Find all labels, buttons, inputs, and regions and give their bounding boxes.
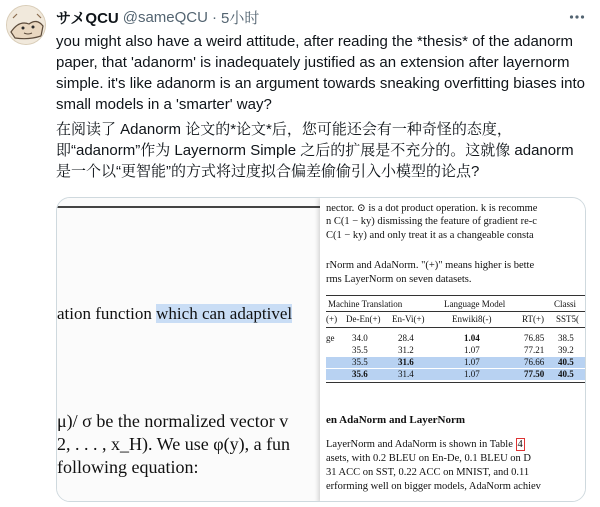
- table-rule: [326, 327, 586, 328]
- table-row-highlighted: [326, 369, 586, 380]
- table-group-header: Classi: [554, 299, 577, 309]
- paper-line: nector. ⊙ is a dot product operation. k is recomme: [326, 203, 538, 214]
- paper-line: [326, 439, 525, 450]
- table-cell: 35.6: [352, 369, 368, 379]
- tweet-header: [56, 6, 592, 28]
- table-cell: 39.2: [558, 345, 574, 355]
- table-rule: [326, 295, 586, 296]
- table-cell: 40.5: [558, 357, 574, 367]
- table-rule: [326, 382, 586, 383]
- table-cell: 31.2: [398, 345, 414, 355]
- table-col-header: Enwiki8(-): [452, 314, 492, 324]
- paper-crop-right: [320, 198, 586, 502]
- table-col-header: En-Vi(+): [392, 314, 425, 324]
- tweet-text-english: you might also have a weird attitude, after reading the *thesis* of the adanorm paper, that 'adanorm' is inadequately justified as an extension after layernorm simple. it's like adanorm is an argument towards sneaking overfitting biases into small models in a 'smarter' way?: [56, 33, 585, 113]
- table-rule: [326, 311, 586, 312]
- avatar[interactable]: [6, 5, 46, 45]
- table-cell: 31.6: [398, 357, 414, 367]
- table-cell: 76.66: [524, 357, 545, 367]
- table-cell: 1.07: [464, 369, 480, 379]
- paper-line: 31 ACC on SST, 0.22 ACC on MNIST, and 0.11: [326, 467, 530, 478]
- highlighted-text: which can adaptivel: [156, 304, 293, 323]
- table-caption: rms LayerNorm on seven datasets.: [326, 274, 472, 285]
- table-group-header: Machine Translation: [328, 299, 403, 309]
- paper-line: [57, 304, 292, 324]
- paper-text: LayerNorm and AdaNorm is shown in Table: [326, 439, 516, 450]
- table-cell: ge: [326, 333, 335, 343]
- table-col-header: De-En(+): [346, 314, 381, 324]
- table-cell: 1.07: [464, 345, 480, 355]
- table-row-highlighted: [326, 357, 586, 368]
- table-col-header: SST5(: [556, 314, 580, 324]
- paper-line: C(1 − ky) and only treat it as a changeable consta: [326, 230, 534, 241]
- table-row: [326, 345, 586, 356]
- table-row: [326, 333, 586, 344]
- table-cell: 1.04: [464, 333, 480, 343]
- avatar-drawing-icon: [7, 6, 46, 45]
- table-cell: 38.5: [558, 333, 574, 343]
- paper-line: erforming well on bigger models, AdaNorm achiev: [326, 481, 541, 492]
- timestamp[interactable]: 5小时: [220, 9, 260, 27]
- paper-line: following equation:: [57, 457, 199, 477]
- table-cell: 31.4: [398, 369, 414, 379]
- table-cell: 35.5: [352, 345, 368, 355]
- separator-dot: ·: [211, 8, 217, 26]
- paper-crop-left: [57, 198, 329, 502]
- table-caption: rNorm and AdaNorm. "(+)" means higher is bette: [326, 260, 535, 271]
- table-reference: 4: [517, 439, 523, 450]
- user-handle[interactable]: @sameQCU: [122, 8, 208, 26]
- table-cell: 77.21: [524, 345, 545, 355]
- tweet-media-image[interactable]: [56, 197, 586, 502]
- paper-line: asets, with 0.2 BLEU on En-De, 0.1 BLEU on D: [326, 453, 532, 464]
- table-cell: 40.5: [558, 369, 574, 379]
- table-cell: 77.50: [524, 369, 545, 379]
- table-cell: 28.4: [398, 333, 414, 343]
- table-cell: 76.85: [524, 333, 545, 343]
- table-group-header: Language Model: [444, 299, 506, 309]
- display-name[interactable]: サメQCU: [56, 9, 119, 27]
- paper-line: μ)/ σ be the normalized vector v: [57, 411, 289, 431]
- table-cell: 35.5: [352, 357, 368, 367]
- paper-line: 2, . . . , x_H). We use φ(y), a fun: [57, 434, 291, 454]
- table-col-header: RT(+): [522, 314, 545, 324]
- section-title: en AdaNorm and LayerNorm: [326, 414, 466, 426]
- more-horizontal-icon[interactable]: [564, 6, 590, 28]
- table-cell: 34.0: [352, 333, 368, 343]
- tweet-text-chinese: 在阅读了 Adanorm 论文的*论文*后，您可能还会有一种奇怪的态度，即“adanorm”作为 Layernorm Simple 之后的扩展是不充分的。这就像 adanorm 是一个以“更智能”的方式将过度拟合偏差偷偷引入小模型的论点?: [56, 121, 574, 180]
- paper-rule: [57, 206, 329, 208]
- paper-text: ation function: [57, 304, 157, 323]
- table-cell: 1.07: [464, 357, 480, 367]
- table-col-header: (+): [326, 314, 338, 324]
- paper-line: n C(1 − ky) dismissing the feature of gradient re-c: [326, 216, 537, 227]
